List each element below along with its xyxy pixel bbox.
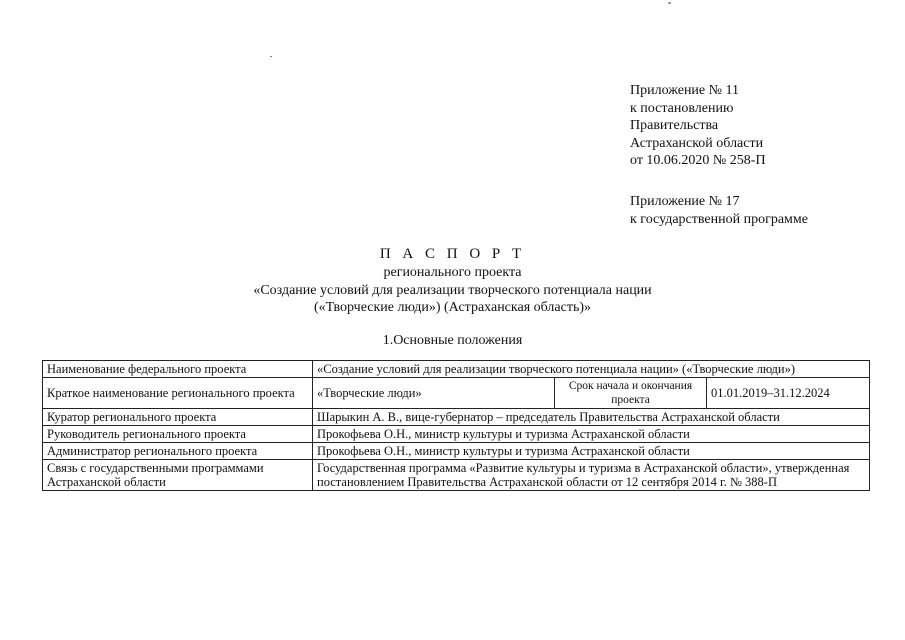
term-value: 01.01.2019–31.12.2024 [707, 378, 870, 409]
appendix-line: от 10.06.2020 № 258-П [630, 153, 766, 168]
row-label: Связь с государственными программами Астраханской области [43, 460, 313, 491]
row-value: Прокофьева О.Н., министр культуры и туризма Астраханской области [313, 443, 870, 460]
row-label: Администратор регионального проекта [43, 443, 313, 460]
row-label: Куратор регионального проекта [43, 409, 313, 426]
row-label: Руководитель регионального проекта [43, 426, 313, 443]
section-heading: 1.Основные положения [382, 333, 523, 348]
document-title [0, 244, 905, 317]
appendix-line: Правительства [630, 118, 719, 133]
passport-heading: П А С П О Р Т [379, 246, 526, 262]
table-row [43, 378, 870, 409]
table-row [43, 460, 870, 491]
title-line: регионального проекта [383, 265, 522, 280]
row-value: Государственная программа «Развитие культуры и туризма в Астраханской области», утвержденная постановлением Правительства Астраханской области от 12 сентября 2014 г. № 388-П [313, 460, 870, 491]
term-label: Срок начала и окончания проекта [555, 378, 707, 409]
row-value: «Создание условий для реализации творческого потенциала нации» («Творческие люди») [313, 361, 870, 378]
appendix-line: Приложение № 11 [630, 83, 739, 98]
appendix-note-1 [630, 82, 766, 170]
appendix-line: Астраханской области [630, 135, 764, 151]
scan-speck [270, 56, 272, 57]
table-row [43, 409, 870, 426]
appendix-line: Приложение № 17 [630, 194, 740, 209]
appendix-note-2 [630, 193, 808, 228]
title-line: («Творческие люди») (Астраханская область)» [314, 300, 591, 315]
provisions-table [42, 360, 870, 491]
row-value: Шарыкин А. В., вице-губернатор – председатель Правительства Астраханской области [313, 409, 870, 426]
title-line: «Создание условий для реализации творческого потенциала нации [253, 282, 652, 298]
scan-speck [668, 2, 671, 4]
row-value: «Творческие люди» [313, 378, 555, 409]
row-label: Наименование федерального проекта [43, 361, 313, 378]
appendix-line: к постановлению [630, 100, 734, 116]
appendix-line: к государственной программе [630, 211, 808, 227]
row-value: Прокофьева О.Н., министр культуры и туризма Астраханской области [313, 426, 870, 443]
table-row [43, 426, 870, 443]
row-label: Краткое наименование регионального проекта [43, 378, 313, 409]
table-row [43, 443, 870, 460]
table-row [43, 361, 870, 378]
